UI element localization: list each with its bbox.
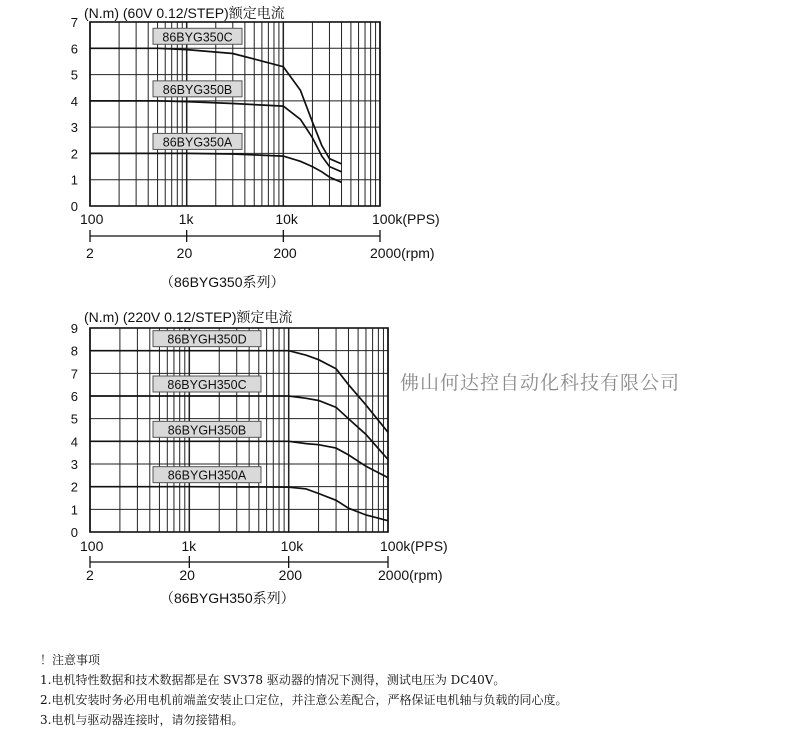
series-line-86BYGH350A bbox=[90, 487, 388, 521]
rpm-tick-label: 2000(rpm) bbox=[370, 245, 435, 261]
watermark-text: 佛山何达控自动化科技有限公司 bbox=[400, 372, 681, 394]
chart-title: (N.m) (220V 0.12/STEP)额定电流 bbox=[84, 309, 293, 325]
y-tick-label: 4 bbox=[70, 93, 78, 109]
y-tick-label: 7 bbox=[70, 366, 78, 382]
y-tick-label: 3 bbox=[70, 120, 78, 136]
series-label: 86BYG350B bbox=[162, 82, 233, 97]
chart-caption: （86BYG350系列） bbox=[160, 274, 285, 290]
x-tick-label: 10k bbox=[275, 211, 298, 227]
plot-frame bbox=[90, 22, 380, 206]
y-tick-label: 0 bbox=[70, 199, 78, 214]
series-label: 86BYGH350A bbox=[167, 468, 247, 483]
note-item-1: 1.电机特性数据和技术数据都是在 SV378 驱动器的情况下测得，测试电压为 DC40V。 bbox=[40, 673, 506, 687]
chart-title: (N.m) (60V 0.12/STEP)额定电流 bbox=[84, 5, 285, 21]
rpm-tick-label: 2 bbox=[86, 567, 94, 583]
y-tick-label: 7 bbox=[70, 15, 78, 30]
series-label: 86BYG350A bbox=[162, 135, 233, 150]
rpm-tick-label: 200 bbox=[273, 245, 297, 261]
series-label: 86BYGH350C bbox=[167, 378, 247, 392]
y-tick-label: 2 bbox=[70, 479, 78, 495]
x-tick-label: 10k bbox=[280, 538, 304, 554]
y-tick-label: 8 bbox=[70, 343, 78, 359]
rpm-tick-label: 200 bbox=[278, 567, 303, 583]
chart-2 bbox=[71, 309, 448, 606]
notes-section bbox=[40, 650, 780, 730]
rpm-tick-label: 20 bbox=[176, 245, 193, 261]
x-tick-label: 1k bbox=[178, 211, 194, 227]
y-tick-label: 9 bbox=[70, 321, 78, 336]
y-tick-label: 2 bbox=[70, 146, 78, 162]
y-tick-label: 4 bbox=[70, 434, 78, 450]
y-tick-label: 1 bbox=[70, 172, 78, 188]
note-item-3: 3.电机与驱动器连接时，请勿接错相。 bbox=[40, 713, 244, 727]
x-tick-label: 100 bbox=[80, 211, 104, 227]
rpm-tick-label: 20 bbox=[179, 567, 195, 583]
x-tick-label: 100k(PPS) bbox=[372, 211, 440, 227]
y-tick-label: 0 bbox=[70, 525, 78, 540]
rpm-tick-label: 2 bbox=[86, 245, 94, 261]
series-label: 86BYGH350D bbox=[167, 332, 247, 347]
series-label: 86BYG350C bbox=[162, 30, 233, 45]
x-tick-label: 100k(PPS) bbox=[380, 538, 448, 554]
y-tick-label: 6 bbox=[70, 389, 78, 404]
note-item-2: 2.电机安装时务必用电机前端盖安装止口定位，并注意公差配合，严格保证电机轴与负载的同心度。 bbox=[40, 693, 568, 707]
y-tick-label: 1 bbox=[70, 502, 78, 518]
chart-caption: （86BYGH350系列） bbox=[160, 590, 295, 606]
notes-heading: ！注意事项 bbox=[40, 653, 101, 667]
x-tick-label: 100 bbox=[80, 538, 104, 554]
rpm-tick-label: 2000(rpm) bbox=[378, 567, 443, 583]
y-tick-label: 3 bbox=[70, 457, 78, 472]
series-label: 86BYGH350B bbox=[167, 423, 247, 438]
y-tick-label: 5 bbox=[70, 411, 78, 427]
y-tick-label: 5 bbox=[70, 67, 78, 83]
grid bbox=[90, 22, 380, 206]
x-tick-label: 1k bbox=[181, 538, 197, 554]
chart-1 bbox=[71, 5, 440, 290]
y-tick-label: 6 bbox=[70, 41, 78, 57]
